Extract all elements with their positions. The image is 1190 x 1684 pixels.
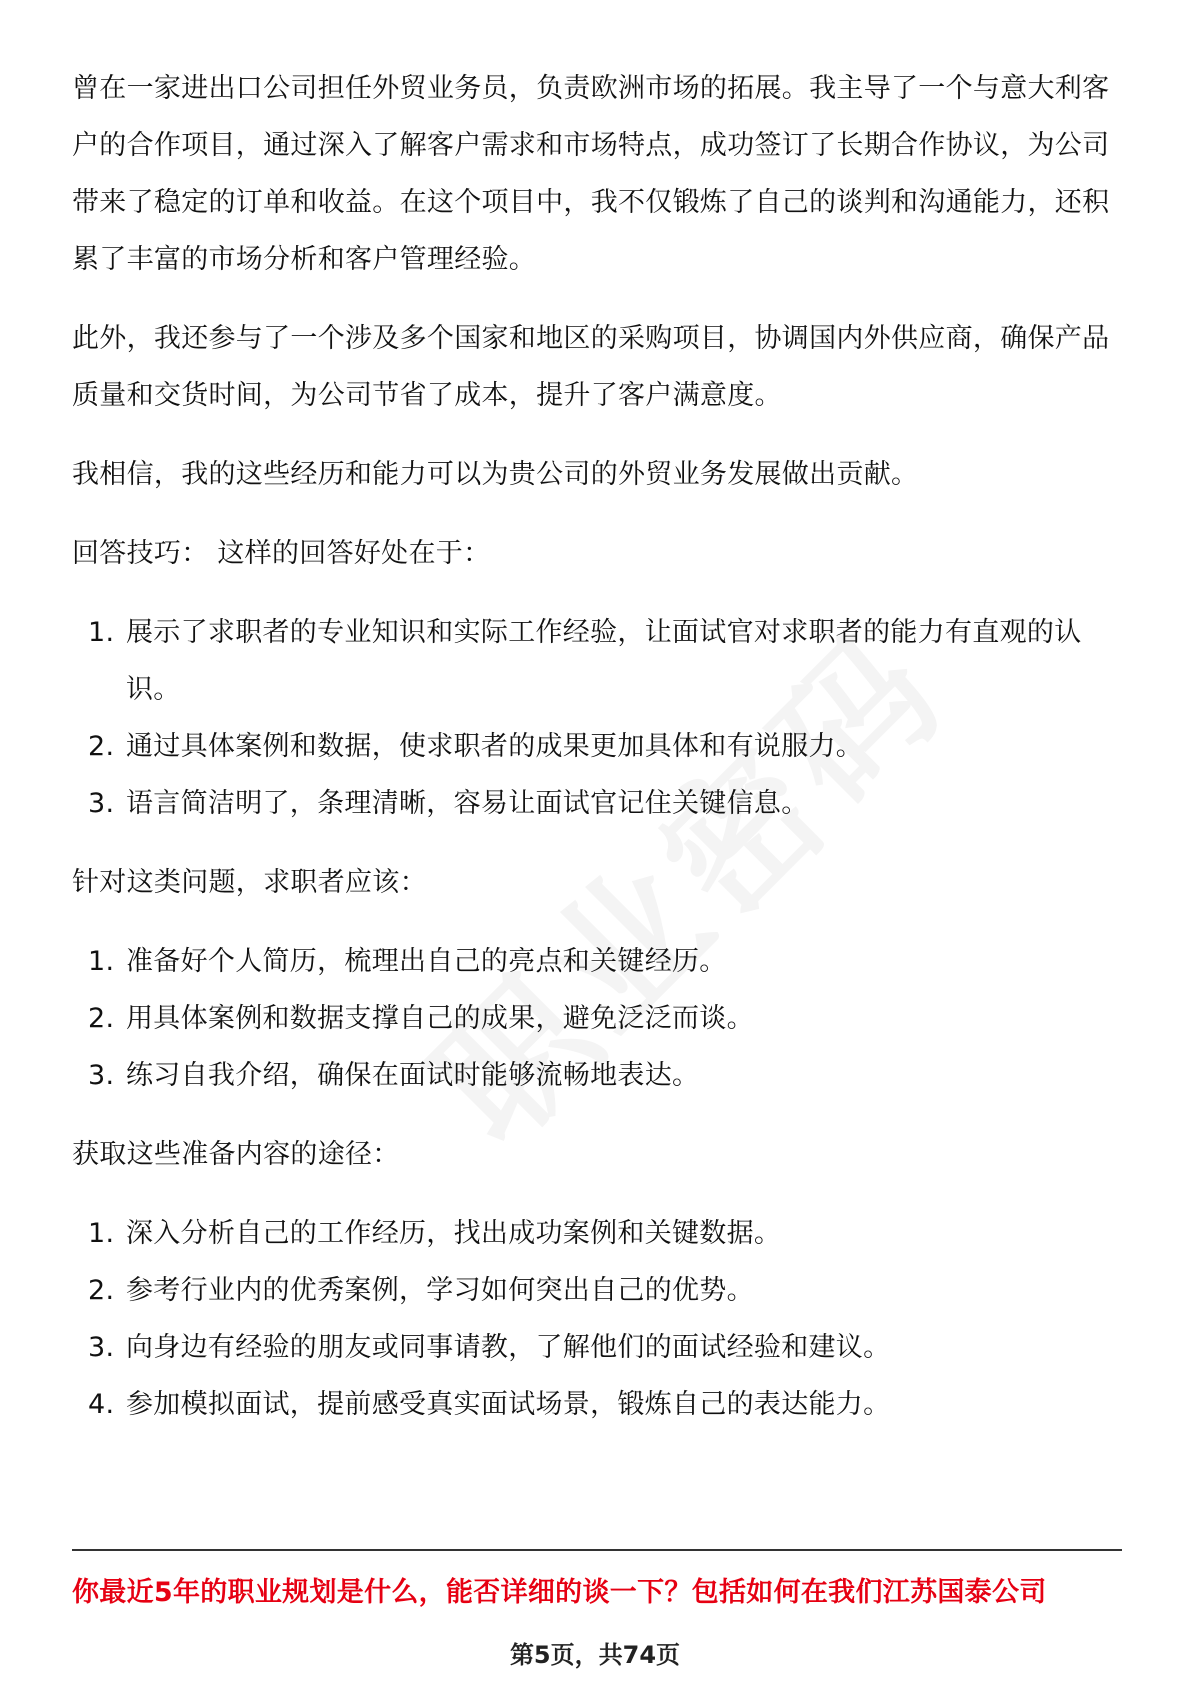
tips-heading: 回答技巧： 这样的回答好处在于： xyxy=(72,538,491,569)
list-item xyxy=(72,933,1122,990)
list-item xyxy=(72,1319,1122,1376)
list-text: 深入分析自己的工作经历，找出成功案例和关键数据。 xyxy=(126,1218,782,1249)
page-number: 第5页，共74页 xyxy=(509,1641,681,1669)
list-text: 通过具体案例和数据，使求职者的成果更加具体和有说服力。 xyxy=(126,731,864,762)
list-item xyxy=(72,1262,1122,1319)
intro-paragraph-3: 我相信，我的这些经历和能力可以为贵公司的外贸业务发展做出贡献。 xyxy=(72,459,919,490)
list-text: 参考行业内的优秀案例，学习如何突出自己的优势。 xyxy=(126,1275,754,1306)
sources-list xyxy=(72,1205,1122,1433)
list-text: 准备好个人简历，梳理出自己的亮点和关键经历。 xyxy=(126,946,727,977)
list-text: 语言简洁明了，条理清晰，容易让面试官记住关键信息。 xyxy=(126,788,809,819)
should-heading: 针对这类问题，求职者应该： xyxy=(72,867,427,898)
list-number: 1. xyxy=(88,617,115,648)
tips-list xyxy=(72,604,1122,832)
list-number: 3. xyxy=(88,1060,115,1091)
list-number: 2. xyxy=(88,1003,115,1034)
list-item xyxy=(72,1376,1122,1433)
list-item xyxy=(72,775,1122,832)
list-number: 3. xyxy=(88,788,115,819)
intro-paragraph-1: 曾在一家进出口公司担任外贸业务员，负责欧洲市场的拓展。我主导了一个与意大利客户的合作项目，通过深入了解客户需求和市场特点，成功签订了长期合作协议，为公司带来了稳定的订单和收益。在这个项目中，我不仅锻炼了自己的谈判和沟通能力，还积累了丰富的市场分析和客户管理经验。 xyxy=(72,73,1110,275)
footer-divider xyxy=(72,1549,1122,1551)
should-list xyxy=(72,933,1122,1104)
list-text: 练习自我介绍，确保在面试时能够流畅地表达。 xyxy=(126,1060,700,1091)
list-number: 4. xyxy=(88,1389,115,1420)
list-number: 1. xyxy=(88,946,115,977)
list-number: 2. xyxy=(88,1275,115,1306)
document-body xyxy=(72,60,1122,1455)
list-number: 1. xyxy=(88,1218,115,1249)
list-item xyxy=(72,1205,1122,1262)
list-text: 展示了求职者的专业知识和实际工作经验，让面试官对求职者的能力有直观的认识。 xyxy=(126,617,1082,705)
list-item xyxy=(72,990,1122,1047)
list-text: 用具体案例和数据支撑自己的成果，避免泛泛而谈。 xyxy=(126,1003,754,1034)
list-item xyxy=(72,1047,1122,1104)
next-question-heading: 你最近5年的职业规划是什么，能否详细的谈一下？包括如何在我们江苏国泰公司 xyxy=(72,1577,1047,1608)
sources-heading: 获取这些准备内容的途径： xyxy=(72,1139,400,1170)
list-item xyxy=(72,604,1122,718)
intro-paragraph-2: 此外，我还参与了一个涉及多个国家和地区的采购项目，协调国内外供应商，确保产品质量和交货时间，为公司节省了成本，提升了客户满意度。 xyxy=(72,323,1110,411)
list-number: 2. xyxy=(88,731,115,762)
list-item xyxy=(72,718,1122,775)
list-number: 3. xyxy=(88,1332,115,1363)
list-text: 向身边有经验的朋友或同事请教，了解他们的面试经验和建议。 xyxy=(126,1332,891,1363)
list-text: 参加模拟面试，提前感受真实面试场景，锻炼自己的表达能力。 xyxy=(126,1389,891,1420)
